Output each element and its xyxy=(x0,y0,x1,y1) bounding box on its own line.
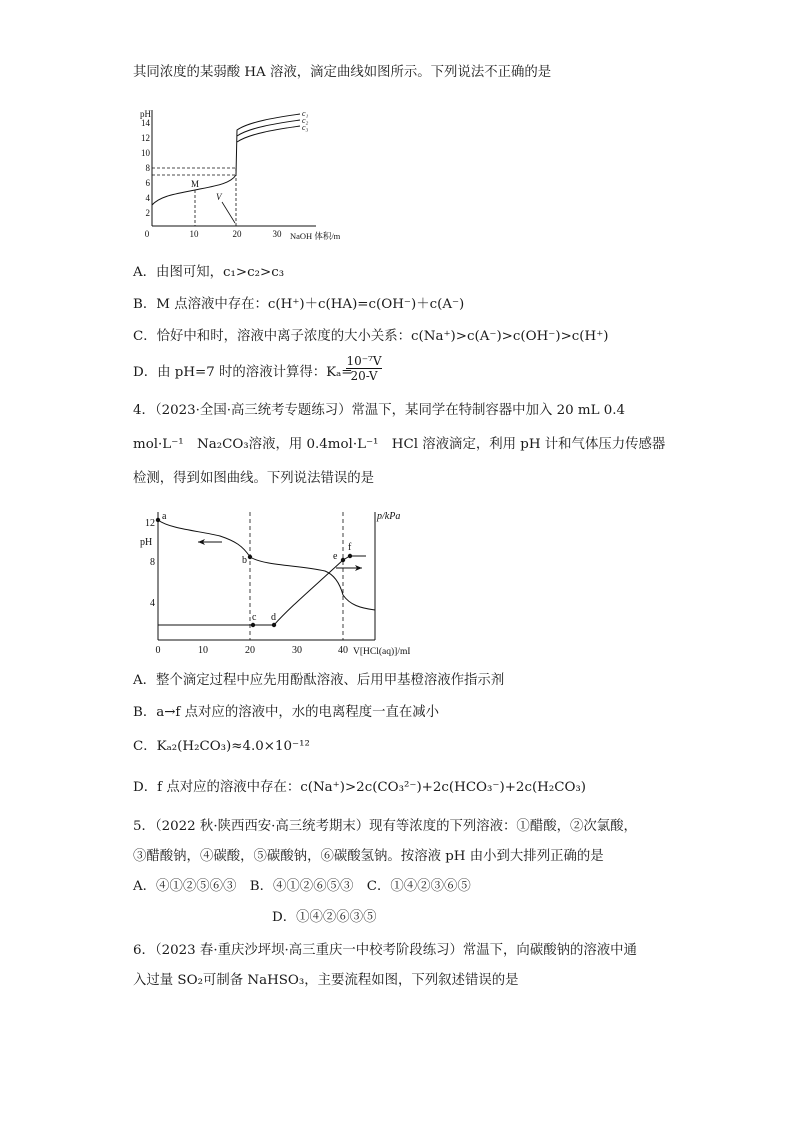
titration-figure-1 xyxy=(140,100,340,250)
q4-option-a: A．整个滴定过程中应先用酚酞溶液、后用甲基橙溶液作指示剂 xyxy=(133,673,505,688)
y-axis-label: pH xyxy=(140,109,151,119)
point-c-label: c xyxy=(252,612,257,623)
x-tick: 40 xyxy=(338,645,348,656)
q3-option-a: A．由图可知，c₁>c₂>c₃ xyxy=(133,265,285,280)
point-f-label: f xyxy=(348,542,352,553)
x-tick: 20 xyxy=(232,229,242,239)
q3-option-d xyxy=(133,364,353,382)
q3-option-d-prefix: D．由 pH=7 时的溶液计算得：Kₐ= xyxy=(133,365,353,380)
titration-chart-1 xyxy=(140,100,340,250)
curve-label-c3: c₃ xyxy=(302,123,309,132)
q4-line-3: 检测，得到如图曲线。下列说法错误的是 xyxy=(133,471,375,486)
x-tick: 30 xyxy=(292,645,302,656)
y-tick: 14 xyxy=(141,118,150,128)
q4-line-1: 4．（2023·全国·高三统考专题练习）常温下，某同学在特制容器中加入 20 mL 0.4 xyxy=(133,403,626,418)
ka-denominator: 20-V xyxy=(346,368,382,383)
x-tick: 0 xyxy=(144,229,150,239)
x-tick: 10 xyxy=(198,645,208,656)
curve-label-c2: c₂ xyxy=(302,116,309,125)
y-tick: 2 xyxy=(145,208,150,218)
point-e-label: e xyxy=(333,551,338,562)
point-m-label: M xyxy=(191,179,200,189)
y-tick: 4 xyxy=(150,598,155,609)
q4-line-2: mol·L⁻¹ Na₂CO₃溶液，用 0.4mol·L⁻¹ HCl 溶液滴定，利用 pH 计和气体压力传感器 xyxy=(133,437,666,452)
x-tick: 10 xyxy=(189,229,199,239)
ka-fraction xyxy=(346,354,382,383)
q5-line-2: ③醋酸钠，④碳酸，⑤碳酸钠，⑥碳酸氢钠。按溶液 pH 由小到大排列正确的是 xyxy=(133,849,604,864)
y-tick: 8 xyxy=(150,557,155,568)
y-tick: 12 xyxy=(145,518,155,529)
point-a-label: a xyxy=(162,511,167,522)
titration-figure-2 xyxy=(140,504,410,660)
q3-option-b: B．M 点溶液中存在：c(H⁺)＋c(HA)=c(OH⁻)＋c(A⁻) xyxy=(133,297,465,312)
point-b-label: b xyxy=(242,555,247,566)
y-tick: 6 xyxy=(145,178,150,188)
q3-option-c: C．恰好中和时，溶液中离子浓度的大小关系：c(Na⁺)>c(A⁻)>c(OH⁻)>c(H⁺) xyxy=(133,329,609,344)
titration-chart-2 xyxy=(140,504,410,660)
ka-numerator: 10⁻⁷V xyxy=(346,354,382,368)
q5-options-row-1: A．④①②⑤⑥③ B．④①②⑥⑤③ C．①④②③⑥⑤ xyxy=(133,879,471,894)
curve-label-c1: c₁ xyxy=(302,109,309,118)
point-d-label: d xyxy=(271,612,276,623)
point-v-label: V xyxy=(216,192,222,202)
x-tick: 20 xyxy=(245,645,255,656)
q4-option-d: D．f 点对应的溶液中存在：c(Na⁺)>2c(CO₃²⁻)+2c(HCO₃⁻)+2c(H₂CO₃) xyxy=(133,780,587,795)
q6-line-1: 6．（2023 春·重庆沙坪坝·高三重庆一中校考阶段练习）常温下，向碳酸钠的溶液中通 xyxy=(133,943,637,958)
x-axis-label: V[HCl(aq)]/mL xyxy=(353,647,410,657)
q3-intro: 其同浓度的某弱酸 HA 溶液，滴定曲线如图所示。下列说法不正确的是 xyxy=(133,65,552,80)
q5-line-1: 5．（2022 秋·陕西西安·高三统考期末）现有等浓度的下列溶液：①醋酸，②次氯酸， xyxy=(133,819,637,834)
y-tick: 4 xyxy=(145,193,150,203)
y-tick: 8 xyxy=(145,163,150,173)
q5-option-d: D．①④②⑥③⑤ xyxy=(272,910,377,925)
x-tick: 0 xyxy=(155,645,161,656)
y-tick: 10 xyxy=(141,148,150,158)
x-tick: 30 xyxy=(272,229,282,239)
y-tick: 12 xyxy=(141,133,150,143)
q4-option-c: C．Kₐ₂(H₂CO₃)≈4.0×10⁻¹² xyxy=(133,739,310,754)
y-left-label: pH xyxy=(140,537,153,548)
q6-line-2: 入过量 SO₂可制备 NaHSO₃，主要流程如图，下列叙述错误的是 xyxy=(133,973,519,988)
x-axis-label: NaOH 体积/mL xyxy=(290,231,340,241)
y-right-label: p/kPa xyxy=(377,511,401,522)
q4-option-b: B．a→f 点对应的溶液中，水的电离程度一直在减小 xyxy=(133,705,440,720)
